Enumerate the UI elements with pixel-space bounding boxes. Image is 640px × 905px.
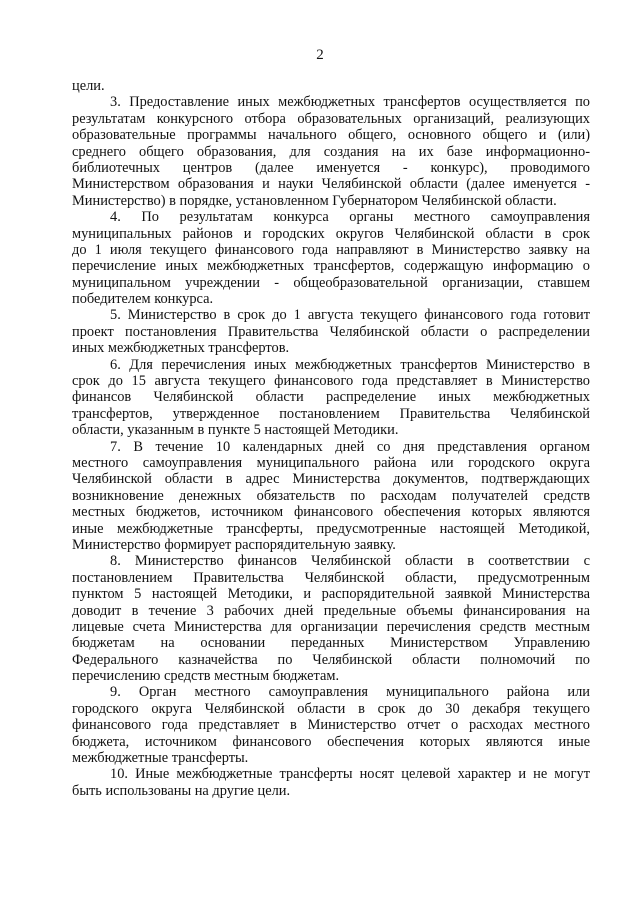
text-line: срок до 15 августа текущего финансового года представляет в Министерство xyxy=(72,373,590,390)
text-line: местного самоуправления муниципального района или городского округа xyxy=(72,454,590,471)
text-line: городского округа Челябинской области в срок до 30 декабря текущего xyxy=(72,700,590,717)
text-line: до 1 июля текущего финансового года направляют в Министерство заявку на xyxy=(72,241,590,258)
text-line: Челябинской области в адрес Министерства документов, подтверждающих xyxy=(72,471,590,488)
text-line: муниципальном учреждении - общеобразовательной организации, ставшем xyxy=(72,274,590,291)
text-line: доводит в течение 3 рабочих дней предельные объемы финансирования на xyxy=(72,602,590,619)
text-line: 4. По результатам конкурса органы местного самоуправления xyxy=(110,209,590,226)
text-line: возникновение денежных обязательств по расходам получателей средств xyxy=(72,487,590,504)
text-line: цели. xyxy=(72,78,105,94)
text-line: результатам конкурсного отбора образовательных организаций, реализующих xyxy=(72,110,590,127)
text-line: 6. Для перечисления иных межбюджетных трансфертов Министерство в xyxy=(110,356,590,373)
text-line: быть использованы на другие цели. xyxy=(72,782,291,799)
text-line: победителем конкурса. xyxy=(72,291,214,308)
text-line: бюджетам на основании переданных Министерством Управлению xyxy=(72,635,590,652)
text-line: иных межбюджетных трансфертов. xyxy=(72,340,290,357)
text-line: проект постановления Правительства Челябинской области о распределении xyxy=(72,323,590,340)
text-line: иные межбюджетные трансферты, предусмотренные настоящей Методикой, xyxy=(72,520,590,537)
text-line: 10. Иные межбюджетные трансферты носят целевой характер и не могут xyxy=(110,766,590,783)
text-line: постановлением Правительства Челябинской области, предусмотренным xyxy=(72,569,590,586)
text-line: 8. Министерство финансов Челябинской области в соответствии с xyxy=(110,553,590,570)
text-line: финансового года представляет в Министерство отчет о расходах местного xyxy=(72,717,590,734)
text-line: области, указанным в пункте 5 настоящей Методики. xyxy=(72,422,399,439)
text-line: Федерального казначейства по Челябинской области полномочий по xyxy=(72,651,590,668)
text-line: среднего общего образования, для создания на их базе информационно- xyxy=(72,143,590,160)
text-line: межбюджетные трансферты. xyxy=(72,750,249,767)
text-line: перечисление иных межбюджетных трансфертов, содержащую информацию о xyxy=(72,258,590,275)
text-line: библиотечных центров (далее именуется - конкурс), проводимого xyxy=(72,159,590,176)
text-line: лицевые счета Министерства для организации перечисления средств местным xyxy=(72,618,590,635)
text-line: финансов Челябинской области распределение иных межбюджетных xyxy=(72,389,590,406)
text-line: Министерство формирует распорядительную заявку. xyxy=(72,536,396,553)
page-number: 2 xyxy=(316,47,324,63)
text-line: 3. Предоставление иных межбюджетных трансфертов осуществляется по xyxy=(110,94,590,111)
text-line: 5. Министерство в срок до 1 августа текущего финансового года готовит xyxy=(110,307,590,324)
text-line: образовательные программы начального общего, основного общего и (или) xyxy=(72,127,590,144)
text-line: бюджета, источником финансового обеспечения которых являются иные xyxy=(72,733,590,750)
text-line: местных бюджетов, источником финансового обеспечения которых являются xyxy=(72,504,590,521)
text-line: перечислению средств местным бюджетам. xyxy=(72,668,340,685)
document-body xyxy=(72,78,590,799)
text-line: 7. В течение 10 календарных дней со дня представления органом xyxy=(110,438,590,455)
text-line: трансфертов, утвержденное постановлением Правительства Челябинской xyxy=(72,405,590,422)
text-line: пунктом 5 настоящей Методики, и распорядительной заявкой Министерства xyxy=(72,586,590,603)
text-line: Министерство) в порядке, установленном Губернатором Челябинской области. xyxy=(72,192,557,209)
text-line: 9. Орган местного самоуправления муниципального района или xyxy=(110,684,590,701)
text-line: муниципальных районов и городских округов Челябинской области в срок xyxy=(72,225,590,242)
text-line: Министерством образования и науки Челябинской области (далее именуется - xyxy=(72,176,590,193)
